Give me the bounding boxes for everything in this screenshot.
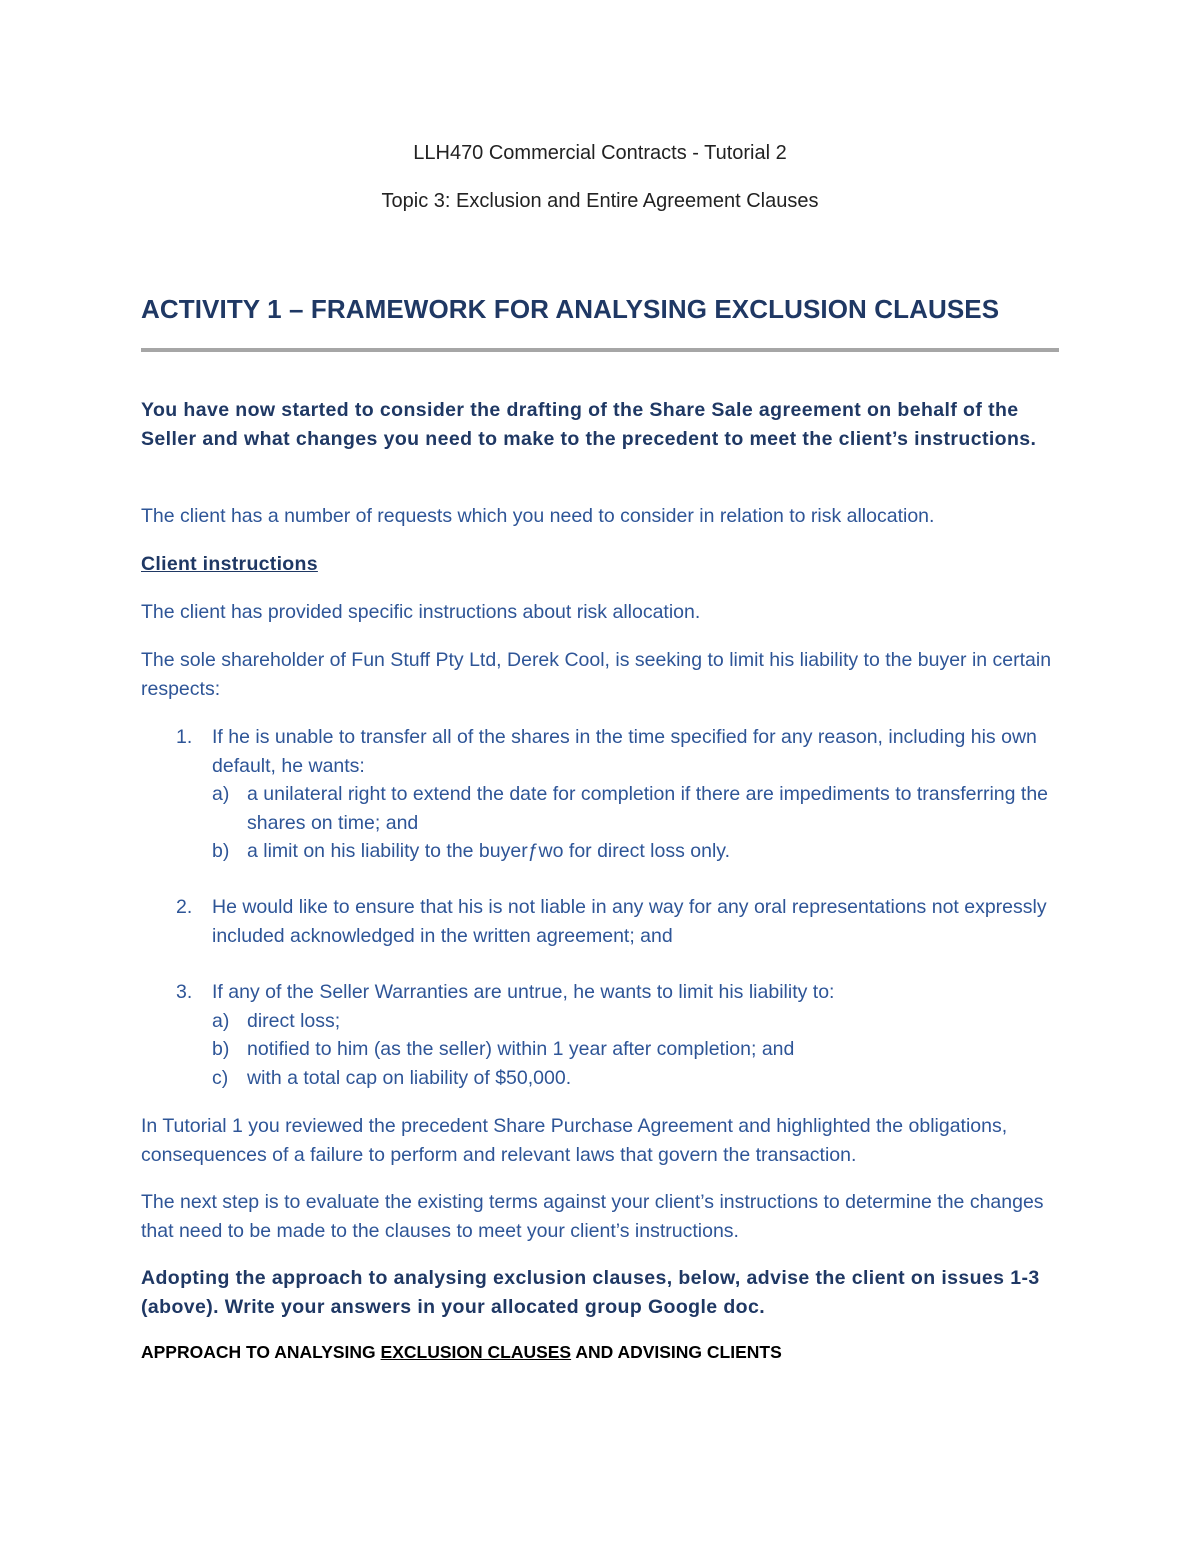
sub-list-text: notified to him (as the seller) within 1 year after completion; and: [247, 1038, 795, 1060]
activity-heading: ACTIVITY 1 – FRAMEWORK FOR ANALYSING EXCLUSION CLAUSES: [141, 294, 1000, 324]
list-item-text: If he is unable to transfer all of the shares in the time specified for any reason, including his own default, he wants:: [212, 726, 1037, 777]
risk-paragraph: The client has a number of requests which you need to consider in relation to risk allocation.: [141, 505, 935, 527]
list-number: 3.: [176, 981, 193, 1003]
sub-list-letter: b): [212, 1038, 230, 1060]
heading-divider: [141, 348, 1059, 352]
approach-heading: [141, 1342, 782, 1363]
task-instruction-paragraph: Adopting the approach to analysing exclusion clauses, below, advise the client on issues 1-3 (above). Write your answers in your allocated group Google doc.: [141, 1267, 1040, 1318]
approach-heading-prefix: APPROACH TO ANALYSING: [141, 1342, 381, 1362]
approach-heading-underlined: EXCLUSION CLAUSES: [380, 1342, 572, 1362]
client-instructions-heading: Client instructions: [141, 553, 318, 575]
list-item: [176, 978, 1056, 1092]
sub-list-letter: a): [212, 783, 230, 805]
sub-list-item: [176, 1035, 1056, 1064]
list-number: 2.: [176, 896, 193, 918]
sub-list-text: a limit on his liability to the buyerƒwo for direct loss only.: [247, 840, 731, 862]
document-subtitle: Topic 3: Exclusion and Entire Agreement Clauses: [381, 190, 819, 212]
sub-list-item: [176, 1064, 1056, 1093]
sub-list-item: [176, 1007, 1056, 1036]
sub-list-item: [176, 837, 1056, 866]
list-item-text: If any of the Seller Warranties are untrue, he wants to limit his liability to:: [212, 981, 835, 1003]
sub-list-text: a unilateral right to extend the date for completion if there are impediments to transferring the shares on time; and: [247, 783, 1049, 834]
sub-list-letter: c): [212, 1066, 229, 1089]
sub-list-text: with a total cap on liability of $50,000.: [247, 1066, 572, 1089]
document-title: LLH470 Commercial Contracts - Tutorial 2: [413, 142, 787, 164]
intro-paragraph: You have now started to consider the drafting of the Share Sale agreement on behalf of the Seller and what changes you need to make to the precedent to meet the client’s instructions.: [141, 399, 1037, 450]
tutorial-paragraph: In Tutorial 1 you reviewed the precedent Share Purchase Agreement and highlighted the obligations, consequences of a failure to perform and relevant laws that govern the transaction.: [141, 1115, 1008, 1166]
sub-list-item: [176, 780, 1056, 837]
sub-list-text: direct loss;: [247, 1009, 341, 1032]
list-item: [176, 723, 1056, 866]
specific-instructions-paragraph: The client has provided specific instructions about risk allocation.: [141, 601, 701, 623]
list-item-text: He would like to ensure that his is not liable in any way for any oral representations not expressly included acknowledged in the written agreement; and: [212, 896, 1047, 947]
approach-heading-suffix: AND ADVISING CLIENTS: [571, 1342, 782, 1362]
sub-list-letter: b): [212, 840, 230, 862]
sole-shareholder-paragraph: The sole shareholder of Fun Stuff Pty Ltd, Derek Cool, is seeking to limit his liability to the buyer in certain respects:: [141, 649, 1052, 700]
list-item: [176, 893, 1056, 950]
sub-list-letter: a): [212, 1009, 230, 1032]
next-step-paragraph: The next step is to evaluate the existing terms against your client’s instructions to determine the changes that need to be made to the clauses to meet your client’s instructions.: [141, 1191, 1044, 1242]
list-number: 1.: [176, 726, 193, 748]
